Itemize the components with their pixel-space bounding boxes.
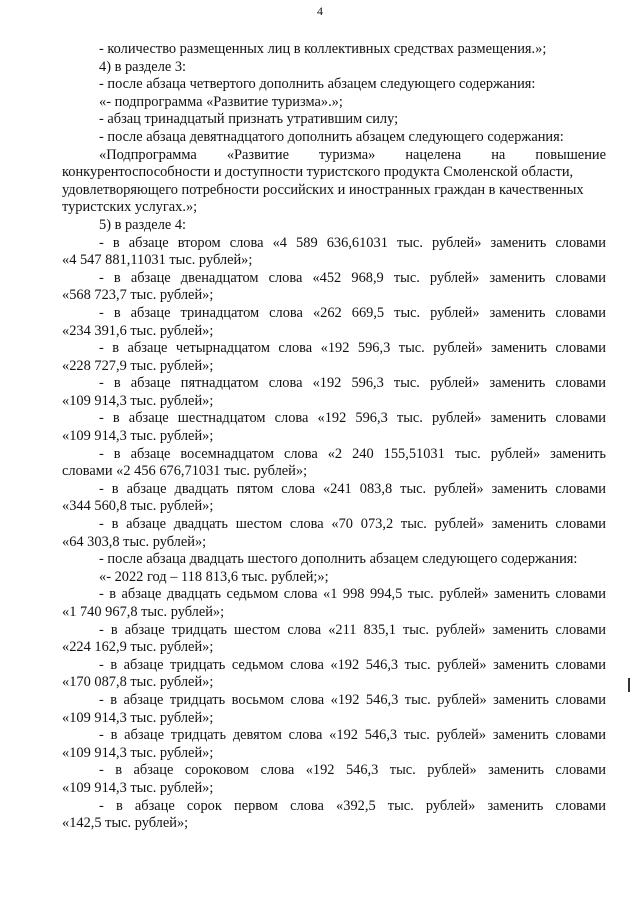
document-body [62, 41, 606, 833]
text-line: - в абзаце двадцать седьмом слова «1 998 994,5 тыс. рублей» заменить словами [99, 586, 606, 603]
text-line: - абзац тринадцатый признать утратившим силу; [99, 111, 399, 128]
text-line: «224 162,9 тыс. рублей»; [62, 639, 214, 656]
text-line: - в абзаце втором слова «4 589 636,61031 тыс. рублей» заменить словами [99, 234, 606, 251]
text-line: - в абзаце сороковом слова «192 546,3 тыс. рублей» заменить словами [99, 762, 606, 779]
text-line: словами «2 456 676,71031 тыс. рублей»; [62, 463, 308, 480]
text-line: - в абзаце тридцать шестом слова «211 835,1 тыс. рублей» заменить словами [99, 621, 606, 638]
text-line: «142,5 тыс. рублей»; [62, 815, 189, 832]
text-line: - в абзаце сорок первом слова «392,5 тыс. рублей» заменить словами [99, 797, 606, 814]
text-line: конкурентоспособности и доступности туристского продукта Смоленской области, [62, 164, 574, 181]
text-line: - после абзаца девятнадцатого дополнить абзацем следующего содержания: [99, 128, 564, 145]
text-line: «64 303,8 тыс. рублей»; [62, 533, 207, 550]
text-line: 5) в разделе 4: [99, 216, 187, 233]
text-line: «109 914,3 тыс. рублей»; [62, 428, 214, 445]
page-number: 4 [317, 4, 323, 18]
text-line: - в абзаце тринадцатом слова «262 669,5 тыс. рублей» заменить словами [99, 304, 606, 321]
text-line: «4 547 881,11031 тыс. рублей»; [62, 252, 253, 269]
text-line: «568 723,7 тыс. рублей»; [62, 287, 214, 304]
text-line: - после абзаца четвертого дополнить абзацем следующего содержания: [99, 76, 536, 93]
text-line: «109 914,3 тыс. рублей»; [62, 779, 214, 796]
text-line: «- 2022 год – 118 813,6 тыс. рублей;»; [99, 568, 329, 585]
text-line: «344 560,8 тыс. рублей»; [62, 498, 214, 515]
text-line: «- подпрограмма «Развитие туризма».»; [99, 93, 343, 110]
text-line: - в абзаце четырнадцатом слова «192 596,3 тыс. рублей» заменить словами [99, 340, 606, 357]
text-line: туристских услугах.»; [62, 199, 198, 216]
text-line: удовлетворяющего потребности российских и иностранных граждан в качественных [62, 181, 584, 198]
text-line: «Подпрограмма «Развитие туризма» нацелена на повышение [99, 146, 606, 163]
text-line: «109 914,3 тыс. рублей»; [62, 744, 214, 761]
text-line: «109 914,3 тыс. рублей»; [62, 709, 214, 726]
text-line: - в абзаце пятнадцатом слова «192 596,3 тыс. рублей» заменить словами [99, 375, 606, 392]
text-line: - в абзаце тридцать восьмом слова «192 546,3 тыс. рублей» заменить словами [99, 691, 606, 708]
text-line: - в абзаце двадцать пятом слова «241 083,8 тыс. рублей» заменить словами [99, 480, 606, 497]
text-line: - в абзаце восемнадцатом слова «2 240 155,51031 тыс. рублей» заменить [99, 445, 606, 462]
text-line: «234 391,6 тыс. рублей»; [62, 322, 214, 339]
text-line: «228 727,9 тыс. рублей»; [62, 357, 214, 374]
text-line: - в абзаце двенадцатом слова «452 968,9 тыс. рублей» заменить словами [99, 269, 606, 286]
text-line: - количество размещенных лиц в коллективных средствах размещения.»; [99, 41, 547, 57]
text-line: - в абзаце шестнадцатом слова «192 596,3 тыс. рублей» заменить словами [99, 410, 606, 427]
text-line: 4) в разделе 3: [99, 58, 187, 75]
text-line: - в абзаце тридцать седьмом слова «192 546,3 тыс. рублей» заменить словами [99, 656, 606, 673]
text-line: - в абзаце двадцать шестом слова «70 073,2 тыс. рублей» заменить словами [99, 516, 606, 533]
text-line: «1 740 967,8 тыс. рублей»; [62, 604, 225, 620]
margin-mark [628, 678, 630, 692]
text-line: - в абзаце тридцать девятом слова «192 546,3 тыс. рублей» заменить словами [99, 727, 606, 744]
text-line: «170 087,8 тыс. рублей»; [62, 674, 214, 691]
text-line: «109 914,3 тыс. рублей»; [62, 392, 214, 409]
text-line: - после абзаца двадцать шестого дополнить абзацем следующего содержания: [99, 551, 578, 568]
